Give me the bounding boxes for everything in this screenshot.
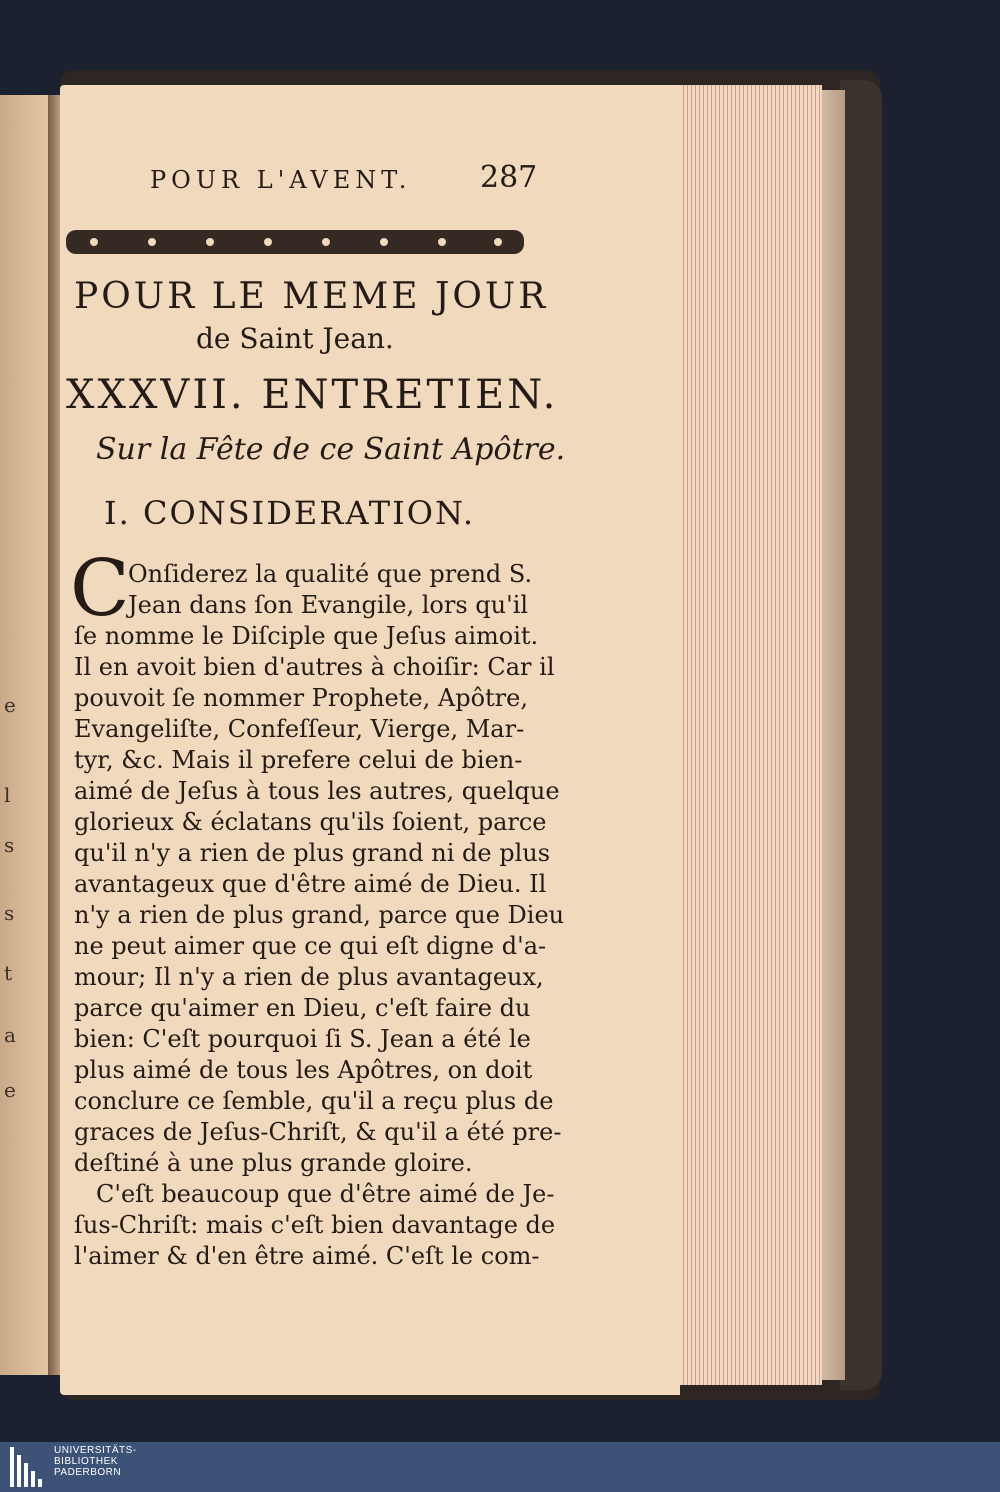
- body-line: deſtiné à une plus grande gloire.: [74, 1149, 473, 1177]
- library-name-line-1: UNIVERSITÄTS-: [54, 1445, 137, 1456]
- body-line: n'y a rien de plus grand, parce que Dieu: [74, 901, 565, 929]
- body-line: ne peut aimer que ce qui eſt digne d'a-: [74, 932, 547, 960]
- body-line: glorieux & éclatans qu'ils ſoient, parce: [74, 808, 547, 836]
- body-line: mour; Il n'y a rien de plus avantageux,: [74, 963, 544, 991]
- page-number: 287: [480, 160, 538, 195]
- body-line: plus aimé de tous les Apôtres, on doit: [74, 1056, 533, 1084]
- body-line: l'aimer & d'en être aimé. C'eſt le com-: [74, 1242, 540, 1270]
- body-line: pouvoit ſe nommer Prophete, Apôtre,: [74, 684, 528, 712]
- body-line: parce qu'aimer en Dieu, c'eſt faire du: [74, 994, 531, 1022]
- title-line-1: POUR LE MEME JOUR: [74, 276, 549, 317]
- cover-edge: [840, 80, 882, 1390]
- body-line: graces de Jeſus-Chriſt, & qu'il a été pre-: [74, 1118, 562, 1146]
- body-line: tyr, &c. Mais il prefere celui de bien-: [74, 746, 523, 774]
- body-line: C'eſt beaucoup que d'être aimé de Je-: [96, 1180, 555, 1208]
- library-name-line-2: BIBLIOTHEK: [54, 1456, 118, 1467]
- left-page-margin-text: e l s s t a e: [4, 693, 16, 1102]
- body-line: conclure ce ſemble, qu'il a reçu plus de: [74, 1087, 554, 1115]
- library-footer-bar: [0, 1442, 1000, 1492]
- title-line-3: XXXVII. ENTRETIEN.: [66, 372, 559, 418]
- library-logo-text: [54, 1445, 137, 1478]
- subtitle: Sur la Fête de ce Saint Apôtre.: [96, 432, 566, 467]
- page-edges: [672, 85, 822, 1385]
- body-line: Jean dans ſon Evangile, lors qu'il: [128, 591, 529, 619]
- drop-cap: C: [70, 544, 130, 634]
- body-line: bien: C'eſt pourquoi ſi S. Jean a été le: [74, 1025, 531, 1053]
- library-name-line-3: PADERBORN: [54, 1467, 122, 1478]
- library-logo-icon: [10, 1447, 50, 1487]
- body-line: ſus-Chriſt: mais c'eſt bien davantage de: [74, 1211, 556, 1239]
- title-line-2: de Saint Jean.: [196, 322, 394, 355]
- body-line: qu'il n'y a rien de plus grand ni de plus: [74, 839, 551, 867]
- body-line: Evangeliſte, Confeſſeur, Vierge, Mar-: [74, 715, 525, 743]
- body-line: aimé de Jeſus à tous les autres, quelque: [74, 777, 560, 805]
- body-line: Onſiderez la qualité que prend S.: [128, 560, 533, 588]
- body-line: avantageux que d'être aimé de Dieu. Il: [74, 870, 547, 898]
- section-heading: I. CONSIDERATION.: [104, 494, 476, 532]
- body-text: [74, 559, 565, 1272]
- running-head: POUR L'AVENT.: [150, 166, 412, 194]
- body-line: Il en avoit bien d'autres à choiſir: Car il: [74, 653, 555, 681]
- body-line: ſe nomme le Diſciple que Jeſus aimoit.: [74, 622, 539, 650]
